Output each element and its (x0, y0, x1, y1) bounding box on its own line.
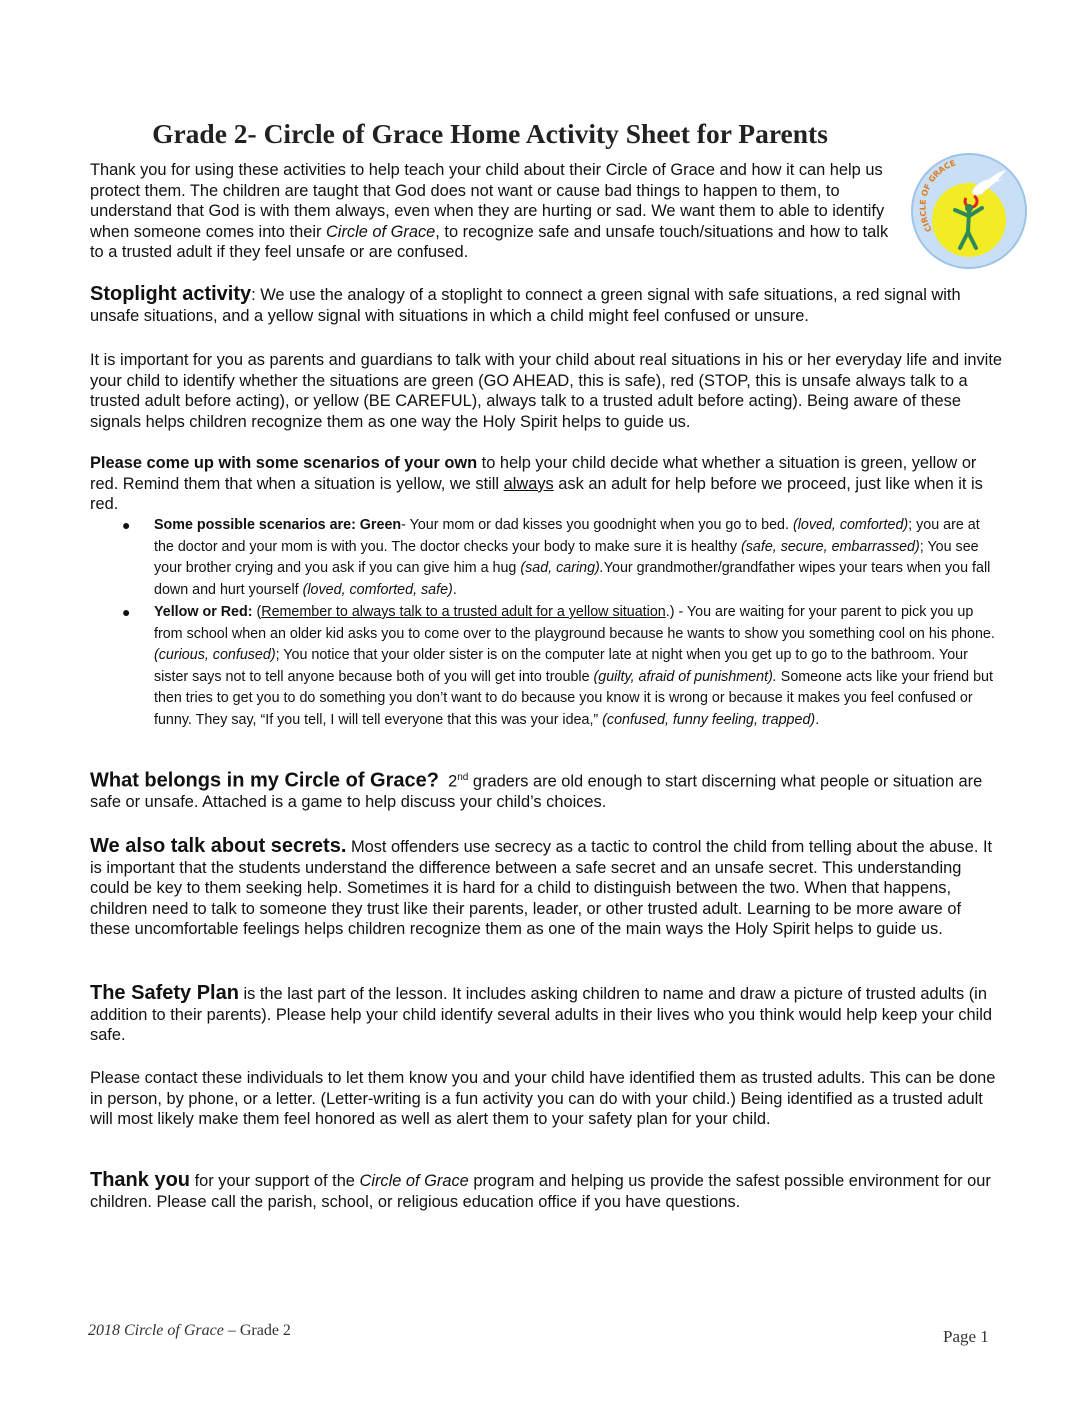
stoplight-section: Stoplight activity: We use the analogy of a stoplight to connect a green signal with safe situations, a red signal with unsafe situations, and a yellow signal with situations in which a child might feel confused or unsure. (90, 283, 961, 325)
secrets-section: We also talk about secrets. Most offenders use secrecy as a tactic to control the child from telling about the abuse. It is important that the students understand the difference between a safe secret and an unsafe secret. This understanding could be key to them seeking help. Sometimes it is hard for a child to distinguish between the two. When that happens, children need to talk to someone they trust like their parents, leader, or other trusted adult. Learning to be more aware of these uncomfortable feelings helps children recognize them as one of the main ways the Holy Spirit helps to guide us. (90, 835, 993, 939)
stoplight-heading: Stoplight activity (90, 283, 252, 305)
intro-paragraph: Thank you for using these activities to help teach your child about their Circle of Grace and how it can help us protect them. The children are taught that God does not want or cause bad things to happen to them, to understand that God is with them always, even when they are hurting or sad. We want them to able to identify when someone comes into their Circle of Grace, to recognize safe and unsafe touch/situations and how to talk to a trusted adult if they feel unsafe or are confused. (90, 161, 889, 262)
contact-paragraph: Please contact these individuals to let them know you and your child have identified them as trusted adults. This can be done in person, by phone, or a letter. (Letter-writing is a fun activity you can do with your child.) Being identified as a trusted adult will most likely make them feel honored as well as alert them to your safety plan for your child. (90, 1069, 996, 1129)
page-title: Grade 2- Circle of Grace Home Activity Sheet for Parents (152, 118, 828, 149)
important-paragraph: It is important for you as parents and guardians to talk with your child about real situations in his or her everyday life and invite your child to identify whether the situations are green (GO AHEAD, this is safe), red (STOP, this is unsafe always talk to a trusted adult before acting), or yellow (BE CAREFUL), always talk to a trusted adult before acting). Being aware of these signals helps children recognize them as one way the Holy Spirit helps to guide us. (90, 351, 1002, 431)
bullet-icon: ● (122, 604, 131, 620)
list-item: ● Some possible scenarios are: Green- Your mom or dad kisses you goodnight when you go to bed. (loved, comforted); you are at the doctor and your mom is with you. The doctor checks your body to make sure it is healthy (safe, secure, embarrassed); You see your brother crying and you ask if you can give him a hug (sad, caring).Your grandmother/grandfather wipes your tears when you fall down and hurt yourself (loved, comforted, safe). (122, 517, 991, 598)
belongs-section: What belongs in my Circle of Grace? 2nd graders are old enough to start discerning what people or situation are safe or unsafe. Attached is a game to help discuss your child’s choices. (90, 769, 983, 812)
scenario-list (90, 515, 1000, 732)
logo-arc-text: CIRCLE OF GRACE (918, 158, 957, 234)
bullet-icon: ● (122, 517, 131, 533)
circle-of-grace-logo-icon (910, 152, 1028, 270)
list-item: ● Yellow or Red: (Remember to always talk to a trusted adult for a yellow situation.) - You are waiting for your parent to pick you up from school when an older kid asks you to come over to the playground because he wants to show you something cool on his phone. (curious, confused); You notice that your older sister is on the computer late at night when you get up to go to the bathroom. Your sister says not to tell anyone because both of you will get into trouble (guilty, afraid of punishment). Someone acts like your friend but then tries to get you to do something you don’t want to do because you know it is wrong or because it makes you feel confused or funny. They say, “If you tell, I will tell everyone that this was your idea,” (confused, funny feeling, trapped). (122, 604, 995, 728)
safety-plan-section: The Safety Plan is the last part of the lesson. It includes asking children to name and draw a picture of trusted adults (in addition to their parents). Please help your child identify several adults in their lives who you think would help keep your child safe. (90, 982, 992, 1045)
footer-left: 2018 Circle of Grace – Grade 2 (88, 1322, 291, 1339)
safety-plan-heading: The Safety Plan (90, 982, 239, 1004)
scenarios-paragraph: Please come up with some scenarios of your own to help your child decide what whether a situation is green, yellow or red. Remind them that when a situation is yellow, we still always ask an adult for help before we proceed, just like when it is red. (90, 454, 983, 514)
page-number: Page 1 (943, 1327, 989, 1346)
thanks-heading: Thank you (90, 1169, 191, 1191)
thanks-section: Thank you for your support of the Circle of Grace program and helping us provide the safest possible environment for our children. Please call the parish, school, or religious education office if you have questions. (90, 1169, 991, 1211)
belongs-heading: What belongs in my Circle of Grace? (90, 769, 439, 792)
secrets-heading: We also talk about secrets. (90, 835, 347, 857)
